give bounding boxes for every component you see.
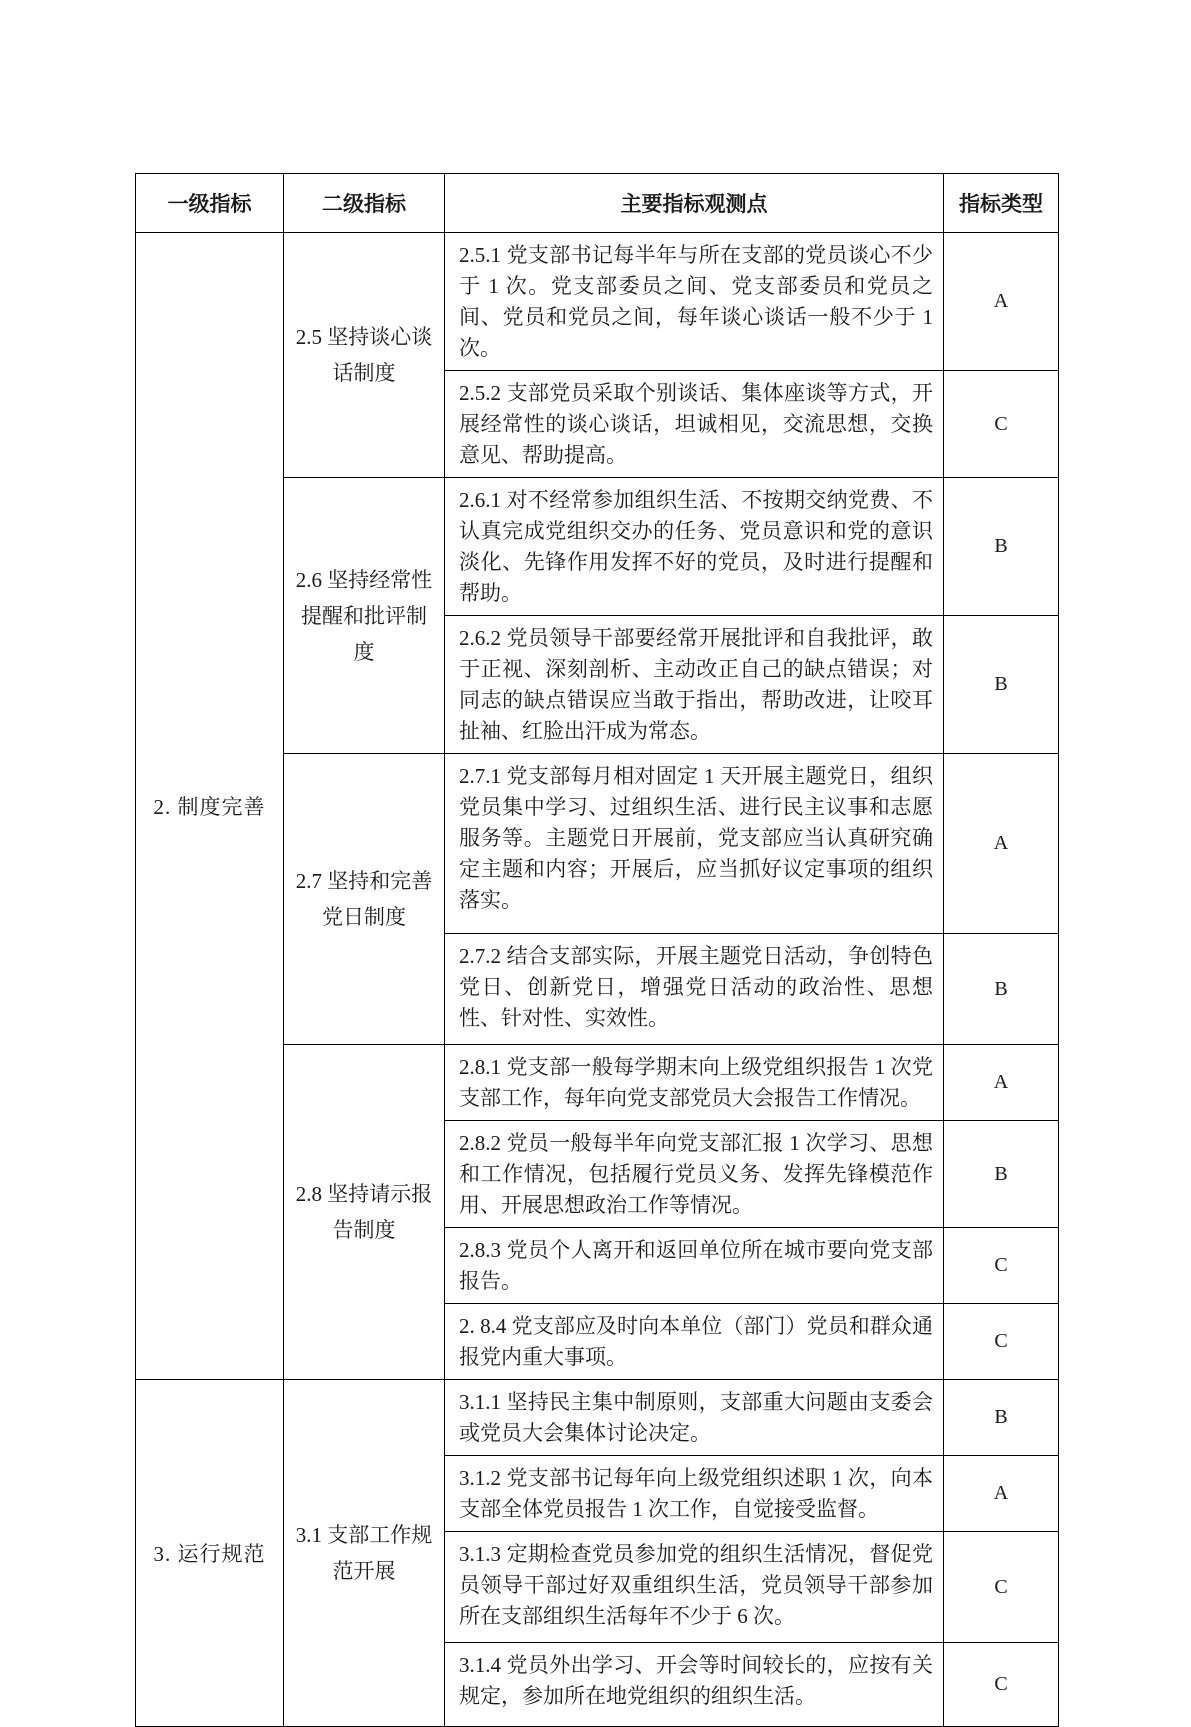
level2-indicator-cell: 2.8 坚持请示报告制度 <box>284 1045 445 1380</box>
level1-indicator-cell: 3. 运行规范 <box>136 1380 284 1727</box>
indicator-type-cell: C <box>944 1643 1059 1727</box>
indicator-type-cell: A <box>944 1045 1059 1121</box>
observation-point-cell: 3.1.2 党支部书记每年向上级党组织述职 1 次，向本支部全体党员报告 1 次工作，自觉接受监督。 <box>445 1456 944 1532</box>
header-cell-level2: 二级指标 <box>284 174 445 233</box>
indicator-type-cell: B <box>944 1121 1059 1228</box>
observation-point-cell: 2.5.1 党支部书记每半年与所在支部的党员谈心不少于 1 次。党支部委员之间、党支部委员和党员之间、党员和党员之间，每年谈心谈话一般不少于 1次。 <box>445 233 944 371</box>
indicator-table <box>135 173 1059 1727</box>
level2-indicator-cell: 2.7 坚持和完善党日制度 <box>284 754 445 1045</box>
table-row <box>136 233 1059 371</box>
observation-point-cell: 2. 8.4 党支部应及时向本单位（部门）党员和群众通报党内重大事项。 <box>445 1304 944 1380</box>
indicator-type-cell: B <box>944 478 1059 616</box>
observation-point-cell: 3.1.1 坚持民主集中制原则，支部重大问题由支委会或党员大会集体讨论决定。 <box>445 1380 944 1456</box>
observation-point-cell: 2.8.2 党员一般每半年向党支部汇报 1 次学习、思想和工作情况，包括履行党员义务、发挥先锋模范作用、开展思想政治工作等情况。 <box>445 1121 944 1228</box>
indicator-type-cell: A <box>944 754 1059 934</box>
observation-point-cell: 2.8.1 党支部一般每学期末向上级党组织报告 1 次党支部工作，每年向党支部党员大会报告工作情况。 <box>445 1045 944 1121</box>
observation-point-cell: 3.1.4 党员外出学习、开会等时间较长的，应按有关规定，参加所在地党组织的组织生活。 <box>445 1643 944 1727</box>
level1-indicator-cell: 2. 制度完善 <box>136 233 284 1380</box>
observation-point-cell: 2.8.3 党员个人离开和返回单位所在城市要向党支部报告。 <box>445 1228 944 1304</box>
indicator-type-cell: C <box>944 1532 1059 1643</box>
observation-point-cell: 2.5.2 支部党员采取个别谈话、集体座谈等方式，开展经常性的谈心谈话，坦诚相见，交流思想，交换意见、帮助提高。 <box>445 371 944 478</box>
header-cell-observation: 主要指标观测点 <box>445 174 944 233</box>
indicator-type-cell: B <box>944 934 1059 1045</box>
indicator-type-cell: B <box>944 1380 1059 1456</box>
level2-indicator-cell: 2.5 坚持谈心谈话制度 <box>284 233 445 478</box>
indicator-type-cell: C <box>944 1228 1059 1304</box>
indicator-type-cell: B <box>944 616 1059 754</box>
indicator-type-cell: C <box>944 1304 1059 1380</box>
observation-point-cell: 2.7.2 结合支部实际，开展主题党日活动，争创特色党日、创新党日，增强党日活动的政治性、思想性、针对性、实效性。 <box>445 934 944 1045</box>
header-cell-level1: 一级指标 <box>136 174 284 233</box>
header-row <box>136 174 1059 233</box>
header-cell-type: 指标类型 <box>944 174 1059 233</box>
level2-indicator-cell: 2.6 坚持经常性提醒和批评制度 <box>284 478 445 754</box>
level2-indicator-cell: 3.1 支部工作规范开展 <box>284 1380 445 1727</box>
indicator-type-cell: C <box>944 371 1059 478</box>
indicator-type-cell: A <box>944 1456 1059 1532</box>
observation-point-cell: 2.6.1 对不经常参加组织生活、不按期交纳党费、不认真完成党组织交办的任务、党员意识和党的意识淡化、先锋作用发挥不好的党员，及时进行提醒和帮助。 <box>445 478 944 616</box>
observation-point-cell: 2.6.2 党员领导干部要经常开展批评和自我批评，敢于正视、深刻剖析、主动改正自己的缺点错误；对同志的缺点错误应当敢于指出，帮助改进，让咬耳扯袖、红脸出汗成为常态。 <box>445 616 944 754</box>
observation-point-cell: 3.1.3 定期检查党员参加党的组织生活情况，督促党员领导干部过好双重组织生活，党员领导干部参加所在支部组织生活每年不少于 6 次。 <box>445 1532 944 1643</box>
observation-point-cell: 2.7.1 党支部每月相对固定 1 天开展主题党日，组织党员集中学习、过组织生活、进行民主议事和志愿服务等。主题党日开展前，党支部应当认真研究确定主题和内容；开展后，应当抓好议定事项的组织落实。 <box>445 754 944 934</box>
indicator-type-cell: A <box>944 233 1059 371</box>
indicator-table-container <box>135 173 1058 1727</box>
table-row <box>136 1380 1059 1456</box>
